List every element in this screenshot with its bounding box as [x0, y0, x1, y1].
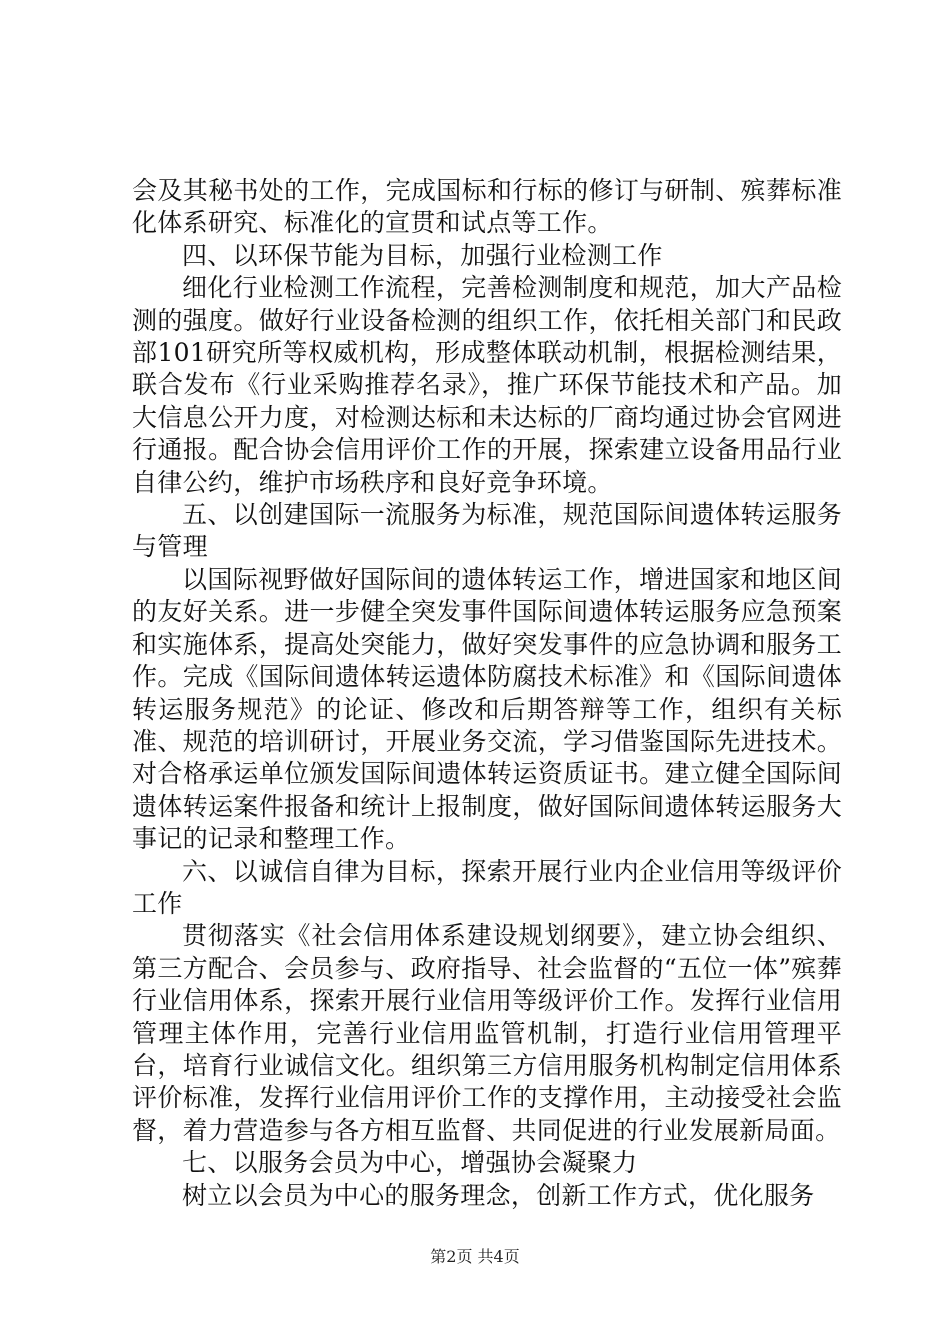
paragraph-section-7: 树立以会员为中心的服务理念，创新工作方式，优化服务 — [182, 1180, 815, 1210]
page-footer: 第2页 共4页 — [430, 1247, 520, 1266]
paragraph-section-4: 细化行业检测工作流程，完善检测制度和规范，加大产品检测的强度。做好行业设备检测的组织工作，依托相关部门和民政部101研究所等权威机构，形成整体联动机制，根据检测结果，联合发布《行业采购推荐名录》，推广环保节能技术和产品。加大信息公开力度，对检测达标和未达标的厂商均通过协会官网进行通报。配合协会信用评价工作的开展，探索建立设备用品行业自律公约，维护市场秩序和良好竞争环境。 — [132, 273, 842, 497]
section-heading-7: 七、以服务会员为中心，增强协会凝聚力 — [182, 1148, 638, 1178]
paragraph-section-6: 贯彻落实《社会信用体系建设规划纲要》，建立协会组织、第三方配合、会员参与、政府指导、社会监督的“五位一体”殡葬行业信用体系，探索开展行业信用等级评价工作。发挥行业信用管理主体作用，完善行业信用监管机制，打造行业信用管理平台，培育行业诚信文化。组织第三方信用服务机构制定信用体系评价标准，发挥行业信用评价工作的支撑作用，主动接受社会监督，着力营造参与各方相互监督、共同促进的行业发展新局面。 — [132, 921, 842, 1145]
paragraph-section-5: 以国际视野做好国际间的遗体转运工作，增进国家和地区间的友好关系。进一步健全突发事件国际间遗体转运服务应急预案和实施体系，提高处突能力，做好突发事件的应急协调和服务工作。完成《国际间遗体转运遗体防腐技术标准》和《国际间遗体转运服务规范》的论证、修改和后期答辩等工作，组织有关标准、规范的培训研讨，开展业务交流，学习借鉴国际先进技术。对合格承运单位颁发国际间遗体转运资质证书。建立健全国际间遗体转运案件报备和统计上报制度，做好国际间遗体转运服务大事记的记录和整理工作。 — [132, 564, 842, 854]
section-heading-4: 四、以环保节能为目标，加强行业检测工作 — [182, 240, 663, 270]
section-heading-5: 五、以创建国际一流服务为标准，规范国际间遗体转运服务与管理 — [132, 500, 842, 562]
paragraph-continuation: 会及其秘书处的工作，完成国标和行标的修订与研制、殡葬标准化体系研究、标准化的宣贯和试点等工作。 — [132, 176, 842, 238]
document-body — [132, 175, 842, 1212]
section-heading-6: 六、以诚信自律为目标，探索开展行业内企业信用等级评价工作 — [132, 856, 842, 918]
